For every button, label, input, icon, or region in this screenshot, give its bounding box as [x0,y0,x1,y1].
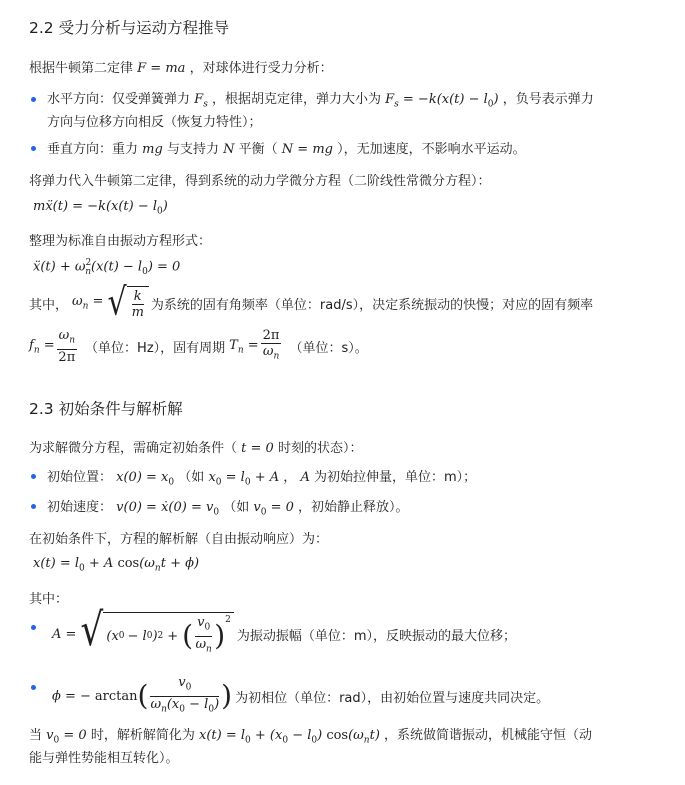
equation-free-vibration: ẍ(t) + $\omega^2_n(x(t) - l_0) = 0$ [33,258,181,277]
equation-solution: $x(t) = l_0 + A$ $\cos(\omega_nt + \phi)$ [33,556,200,574]
bullet-dot [31,146,36,151]
paragraph-standard-form: 整理为标准自由振动方程形式： [29,234,212,249]
section-heading-2-3: 2.3 初始条件与解析解 [29,400,183,418]
bullet-dot [31,474,36,479]
section-heading-2-2: 2.2 受力分析与运动方程推导 [29,19,230,37]
paragraph-simplified: 当 $v_0 = 0$ 时，解析解简化为 $x(t) = l_0 + (x_0 - l_0)$ $\cos(\omega_nt)$ ，系统做简谐振动，机械能守恒（动 [29,728,593,746]
equation-motion: mẍ(t) = $-k(x(t) - l_0)$ [33,199,168,217]
bullet-horizontal-cont: 方向与位移方向相反（恢复力特性）； [47,115,262,130]
paragraph-initial-conditions: 为求解微分方程，需确定初始条件（ t = 0 时刻的状态）： [29,441,363,456]
math-newton: F = ma [137,61,186,76]
bullet-dot [31,97,36,102]
paragraph-intro: 根据牛顿第二定律 F = ma ，对球体进行受力分析： [29,61,333,76]
paragraph-where: 其中： [29,592,69,607]
bullet-horizontal: 水平方向：仅受弹簧弹力 $F_s$ ，根据胡克定律，弹力大小为 $F_s = -k(x(t) - l_0)$ ，负号表示弹力 [47,92,594,110]
bullet-dot [31,625,36,630]
sqrt-amplitude: √ (x 0 − l 0 ) 2 + ( $\frac{v_0}{\omega_n}$ ) $^2$ [80,612,233,657]
paragraph-simplified-cont: 能与弹性势能相互转化）。 [29,751,179,766]
bullet-amplitude: A = √ (x 0 − l 0 ) 2 + ( $\frac{v_0}{\omega_n}$ ) $^2$ 为振动振幅（单位：m），反映振动的最大位移； [52,605,517,657]
paragraph-substitute: 将弹力代入牛顿第二定律，得到系统的动力学微分方程（二阶线性常微分方程）： [29,174,491,189]
paragraph-frequency-period: $f_n$ = $\frac{\omega_n}{2\pi}$ （单位：Hz），固有周期 $T_n$ = $\frac{2\pi}{\omega_n}$ （单位：s）。 [29,328,368,365]
bullet-dot [31,685,36,690]
bullet-initial-position: 初始位置： $x(0) = x_0$ （如 $x_0 = l_0 + A$ ， A 为初始拉伸量，单位：m）； [47,470,477,488]
paragraph-natural-frequency: 其中， $\omega_n$ = √ $\frac{k}{m}$ 为系统的固有角频率（单位：rad/s），决定系统振动的快慢；对应的固有频率 [29,280,594,325]
sqrt-k-over-m: √ $\frac{k}{m}$ [107,286,148,320]
bullet-initial-velocity: 初始速度： v(0) = ẋ(0) = $v_0$ （如 $v_0 = 0$ ，初始静止释放）。 [47,500,409,518]
bullet-phase: ϕ = − arctan ( $\frac{v_0}{\omega_n(x_0 - l_0)}$ ) 为初相位（单位：rad），由初始位置与速度共同决定。 [52,675,550,715]
paragraph-solution-intro: 在初始条件下，方程的解析解（自由振动响应）为： [29,532,329,547]
bullet-vertical: 垂直方向：重力 mg 与支持力 N 平衡（ N = mg ），无加速度，不影响水平运动。 [47,142,526,157]
bullet-dot [31,504,36,509]
